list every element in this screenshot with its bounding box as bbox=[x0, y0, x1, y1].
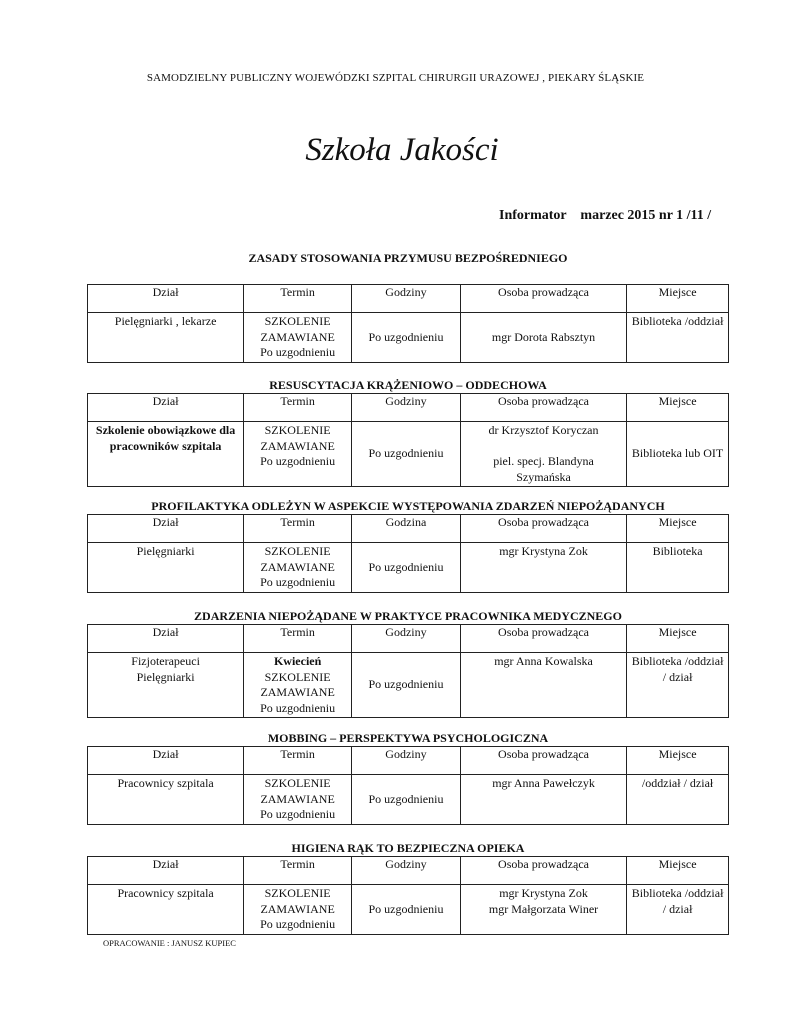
cell-line: Pracownicy szpitala bbox=[117, 776, 214, 790]
cell-line: mgr Anna Kowalska bbox=[494, 654, 593, 668]
header-dzial: Dział bbox=[88, 515, 244, 543]
cell-line: Biblioteka /oddział bbox=[631, 886, 724, 900]
cell-dzial bbox=[88, 543, 244, 593]
header-miejsce: Miejsce bbox=[627, 515, 729, 543]
section-title: ZDARZENIA NIEPOŻĄDANE W PRAKTYCE PRACOWNIKA MEDYCZNEGO bbox=[194, 609, 622, 623]
section-title: RESUSCYTACJA KRĄŻENIOWO – ODDECHOWA bbox=[269, 378, 547, 392]
training-section bbox=[87, 840, 729, 935]
cell-line: SZKOLENIE bbox=[264, 669, 331, 684]
cell-miejsce bbox=[627, 313, 729, 363]
cell-line bbox=[462, 439, 625, 455]
cell-line: ZAMAWIANE bbox=[260, 791, 335, 806]
training-section bbox=[87, 498, 729, 593]
cell-line: / dział bbox=[662, 901, 693, 916]
cell-miejsce bbox=[627, 775, 729, 825]
header-termin: Termin bbox=[244, 747, 352, 775]
cell-miejsce bbox=[627, 885, 729, 935]
table-header-row bbox=[88, 285, 729, 313]
header-dzial: Dział bbox=[88, 857, 244, 885]
cell-miejsce bbox=[627, 422, 729, 487]
cell-line: /oddział / dział bbox=[641, 776, 714, 790]
cell-dzial bbox=[88, 775, 244, 825]
cell-line: ZAMAWIANE bbox=[260, 901, 335, 916]
cell-line: mgr Krystyna Zok bbox=[499, 886, 588, 900]
training-section bbox=[87, 608, 729, 718]
cell-line: Po uzgodnieniu bbox=[260, 807, 336, 821]
header-dzial: Dział bbox=[88, 394, 244, 422]
header-godziny: Godziny bbox=[352, 285, 461, 313]
cell-line: SZKOLENIE bbox=[264, 544, 331, 558]
header-godziny: Godziny bbox=[352, 857, 461, 885]
cell-line: ZAMAWIANE bbox=[260, 559, 335, 574]
cell-line: Po uzgodnieniu bbox=[260, 345, 336, 359]
cell-line: Biblioteka /oddział bbox=[631, 654, 724, 668]
cell-line: piel. specj. Blandyna bbox=[493, 454, 594, 468]
table-header-row bbox=[88, 394, 729, 422]
table-row bbox=[88, 775, 729, 825]
cell-miejsce bbox=[627, 653, 729, 718]
training-table bbox=[87, 393, 729, 487]
header-osoba: Osoba prowadząca bbox=[460, 747, 626, 775]
cell-line: Po uzgodnieniu bbox=[260, 917, 336, 931]
cell-termin bbox=[244, 422, 352, 487]
header-osoba: Osoba prowadząca bbox=[460, 515, 626, 543]
table-header-row bbox=[88, 747, 729, 775]
cell-godziny: Po uzgodnieniu bbox=[352, 775, 461, 825]
cell-line: Biblioteka /oddział bbox=[631, 314, 724, 328]
table-row bbox=[88, 313, 729, 363]
header-dzial: Dział bbox=[88, 747, 244, 775]
cell-line: Szymańska bbox=[516, 469, 571, 484]
cell-line: Po uzgodnieniu bbox=[260, 454, 336, 468]
cell-line: SZKOLENIE bbox=[264, 776, 331, 790]
cell-osoba bbox=[460, 885, 626, 935]
table-header-row bbox=[88, 515, 729, 543]
cell-dzial bbox=[88, 313, 244, 363]
table-header-row bbox=[88, 625, 729, 653]
cell-line: SZKOLENIE bbox=[264, 886, 331, 900]
document-title: Szkoła Jakości bbox=[305, 132, 499, 168]
table-row bbox=[88, 885, 729, 935]
table-row bbox=[88, 543, 729, 593]
section-title: HIGIENA RĄK TO BEZPIECZNA OPIEKA bbox=[291, 841, 525, 855]
cell-dzial bbox=[88, 885, 244, 935]
cell-dzial bbox=[88, 422, 244, 487]
cell-godziny: Po uzgodnieniu bbox=[352, 885, 461, 935]
header-godziny: Godzina bbox=[352, 515, 461, 543]
cell-line: SZKOLENIE bbox=[264, 423, 331, 437]
cell-osoba bbox=[460, 653, 626, 718]
cell-line: ZAMAWIANE bbox=[260, 685, 335, 699]
cell-godziny: Po uzgodnieniu bbox=[352, 543, 461, 593]
cell-line: mgr Krystyna Zok bbox=[499, 544, 588, 558]
cell-line: Po uzgodnieniu bbox=[260, 700, 336, 715]
cell-line: Szkolenie obowiązkowe dla bbox=[95, 423, 236, 437]
header-miejsce: Miejsce bbox=[627, 285, 729, 313]
cell-osoba bbox=[460, 775, 626, 825]
training-table bbox=[87, 746, 729, 825]
cell-line: Pielęgniarki bbox=[136, 669, 195, 684]
header-godziny: Godziny bbox=[352, 394, 461, 422]
issue-label: marzec 2015 nr 1 /11 / bbox=[580, 208, 712, 223]
header-osoba: Osoba prowadząca bbox=[460, 394, 626, 422]
header-miejsce: Miejsce bbox=[627, 857, 729, 885]
cell-godziny: Po uzgodnieniu bbox=[352, 653, 461, 718]
cell-line: Pielęgniarki bbox=[136, 544, 195, 558]
header-miejsce: Miejsce bbox=[627, 394, 729, 422]
header-godziny: Godziny bbox=[352, 625, 461, 653]
header-miejsce: Miejsce bbox=[627, 625, 729, 653]
header-osoba: Osoba prowadząca bbox=[460, 625, 626, 653]
informator-label: Informator bbox=[499, 208, 567, 223]
cell-termin bbox=[244, 885, 352, 935]
informator-line bbox=[499, 208, 711, 224]
cell-termin bbox=[244, 313, 352, 363]
section-title: PROFILAKTYKA ODLEŻYN W ASPEKCIE WYSTĘPOWANIA ZDARZEŃ NIEPOŻĄDANYCH bbox=[151, 499, 665, 513]
cell-line: Po uzgodnieniu bbox=[260, 575, 336, 589]
training-table bbox=[87, 856, 729, 935]
cell-line: Pielęgniarki , lekarze bbox=[114, 314, 217, 328]
header-termin: Termin bbox=[244, 285, 352, 313]
training-table bbox=[87, 514, 729, 593]
header-termin: Termin bbox=[244, 515, 352, 543]
header-osoba: Osoba prowadząca bbox=[460, 857, 626, 885]
section-title: MOBBING – PERSPEKTYWA PSYCHOLOGICZNA bbox=[267, 731, 549, 745]
cell-dzial bbox=[88, 653, 244, 718]
cell-termin bbox=[244, 543, 352, 593]
cell-osoba bbox=[460, 422, 626, 487]
header-dzial: Dział bbox=[88, 625, 244, 653]
cell-line: mgr Anna Pawełczyk bbox=[492, 776, 595, 790]
cell-line: Pracownicy szpitala bbox=[117, 886, 214, 900]
header-godziny: Godziny bbox=[352, 747, 461, 775]
header-dzial: Dział bbox=[88, 285, 244, 313]
cell-osoba bbox=[460, 543, 626, 593]
cell-miejsce bbox=[627, 543, 729, 593]
training-section bbox=[87, 377, 729, 487]
footer-author: OPRACOWANIE : JANUSZ KUPIEC bbox=[103, 938, 236, 948]
cell-godziny: Po uzgodnieniu bbox=[352, 313, 461, 363]
header-termin: Termin bbox=[244, 857, 352, 885]
cell-osoba bbox=[460, 313, 626, 363]
section-title: ZASADY STOSOWANIA PRZYMUSU BEZPOŚREDNIEGO bbox=[248, 251, 568, 265]
cell-line: dr Krzysztof Koryczan bbox=[488, 423, 599, 437]
cell-line: SZKOLENIE bbox=[264, 314, 331, 328]
cell-termin bbox=[244, 653, 352, 718]
cell-line: Fizjoterapeuci bbox=[131, 654, 200, 668]
table-row bbox=[88, 422, 729, 487]
cell-line: Biblioteka lub OIT bbox=[631, 446, 724, 461]
cell-godziny: Po uzgodnieniu bbox=[352, 422, 461, 487]
cell-line: mgr Dorota Rabsztyn bbox=[491, 329, 596, 344]
header-miejsce: Miejsce bbox=[627, 747, 729, 775]
cell-line: Biblioteka bbox=[652, 544, 703, 558]
training-section bbox=[87, 250, 729, 363]
header-termin: Termin bbox=[244, 394, 352, 422]
cell-line: pracowników szpitala bbox=[109, 438, 222, 453]
table-row bbox=[88, 653, 729, 718]
cell-line: Kwiecień bbox=[273, 654, 322, 668]
cell-line: ZAMAWIANE bbox=[260, 329, 335, 344]
cell-line: / dział bbox=[662, 669, 693, 684]
header-termin: Termin bbox=[244, 625, 352, 653]
training-table bbox=[87, 624, 729, 718]
cell-line: mgr Małgorzata Winer bbox=[488, 901, 599, 916]
cell-line: ZAMAWIANE bbox=[260, 438, 335, 453]
training-section bbox=[87, 730, 729, 825]
table-header-row bbox=[88, 857, 729, 885]
cell-termin bbox=[244, 775, 352, 825]
header-osoba: Osoba prowadząca bbox=[460, 285, 626, 313]
training-table bbox=[87, 284, 729, 363]
institution-header: SAMODZIELNY PUBLICZNY WOJEWÓDZKI SZPITAL CHIRURGII URAZOWEJ , PIEKARY ŚLĄSKIE bbox=[146, 72, 645, 84]
